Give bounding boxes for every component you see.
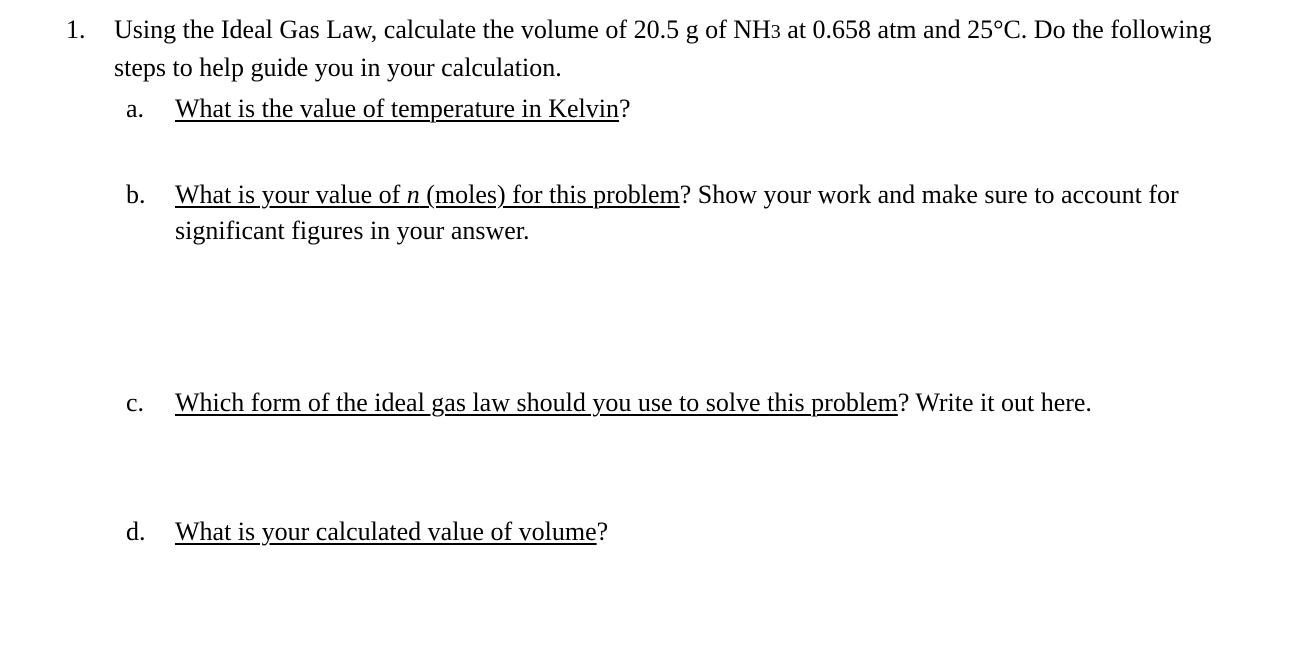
part-d-underlined: What is your calculated value of volume <box>175 517 597 546</box>
question-text <box>114 12 1254 86</box>
part-c-text <box>175 385 1265 421</box>
part-b-letter: b. <box>126 180 146 209</box>
part-d-rest: ? <box>596 517 609 546</box>
part-c-underlined: Which form of the ideal gas law should you use to solve this problem <box>175 388 898 417</box>
part-a-rest: ? <box>619 94 631 123</box>
part-a-underlined: What is the value of temperature in Kelvin <box>175 94 620 123</box>
question-subscript: 3 <box>770 21 781 43</box>
part-b-text <box>175 177 1265 249</box>
part-b-italic-n: n <box>406 180 420 209</box>
part-a-letter: a. <box>126 94 145 123</box>
part-b-rest: ? Show your work and make sure to account for significant figures in your answer. <box>175 180 1179 245</box>
question-number: 1. <box>66 15 86 44</box>
part-b-underlined-2: (moles) for this problem <box>419 180 680 209</box>
part-d-text <box>175 514 1265 550</box>
part-d-letter: d. <box>126 517 146 546</box>
part-a-text <box>175 91 1265 127</box>
question-text-after: at 0.658 atm and 25°C. Do the following steps to help guide you in your calculation. <box>114 15 1212 82</box>
part-c-rest: ? Write it out here. <box>897 388 1092 417</box>
part-c-letter: c. <box>126 388 145 417</box>
part-b-underlined-1: What is your value of <box>175 180 407 209</box>
question-text-before: Using the Ideal Gas Law, calculate the volume of 20.5 g of NH <box>114 15 771 44</box>
